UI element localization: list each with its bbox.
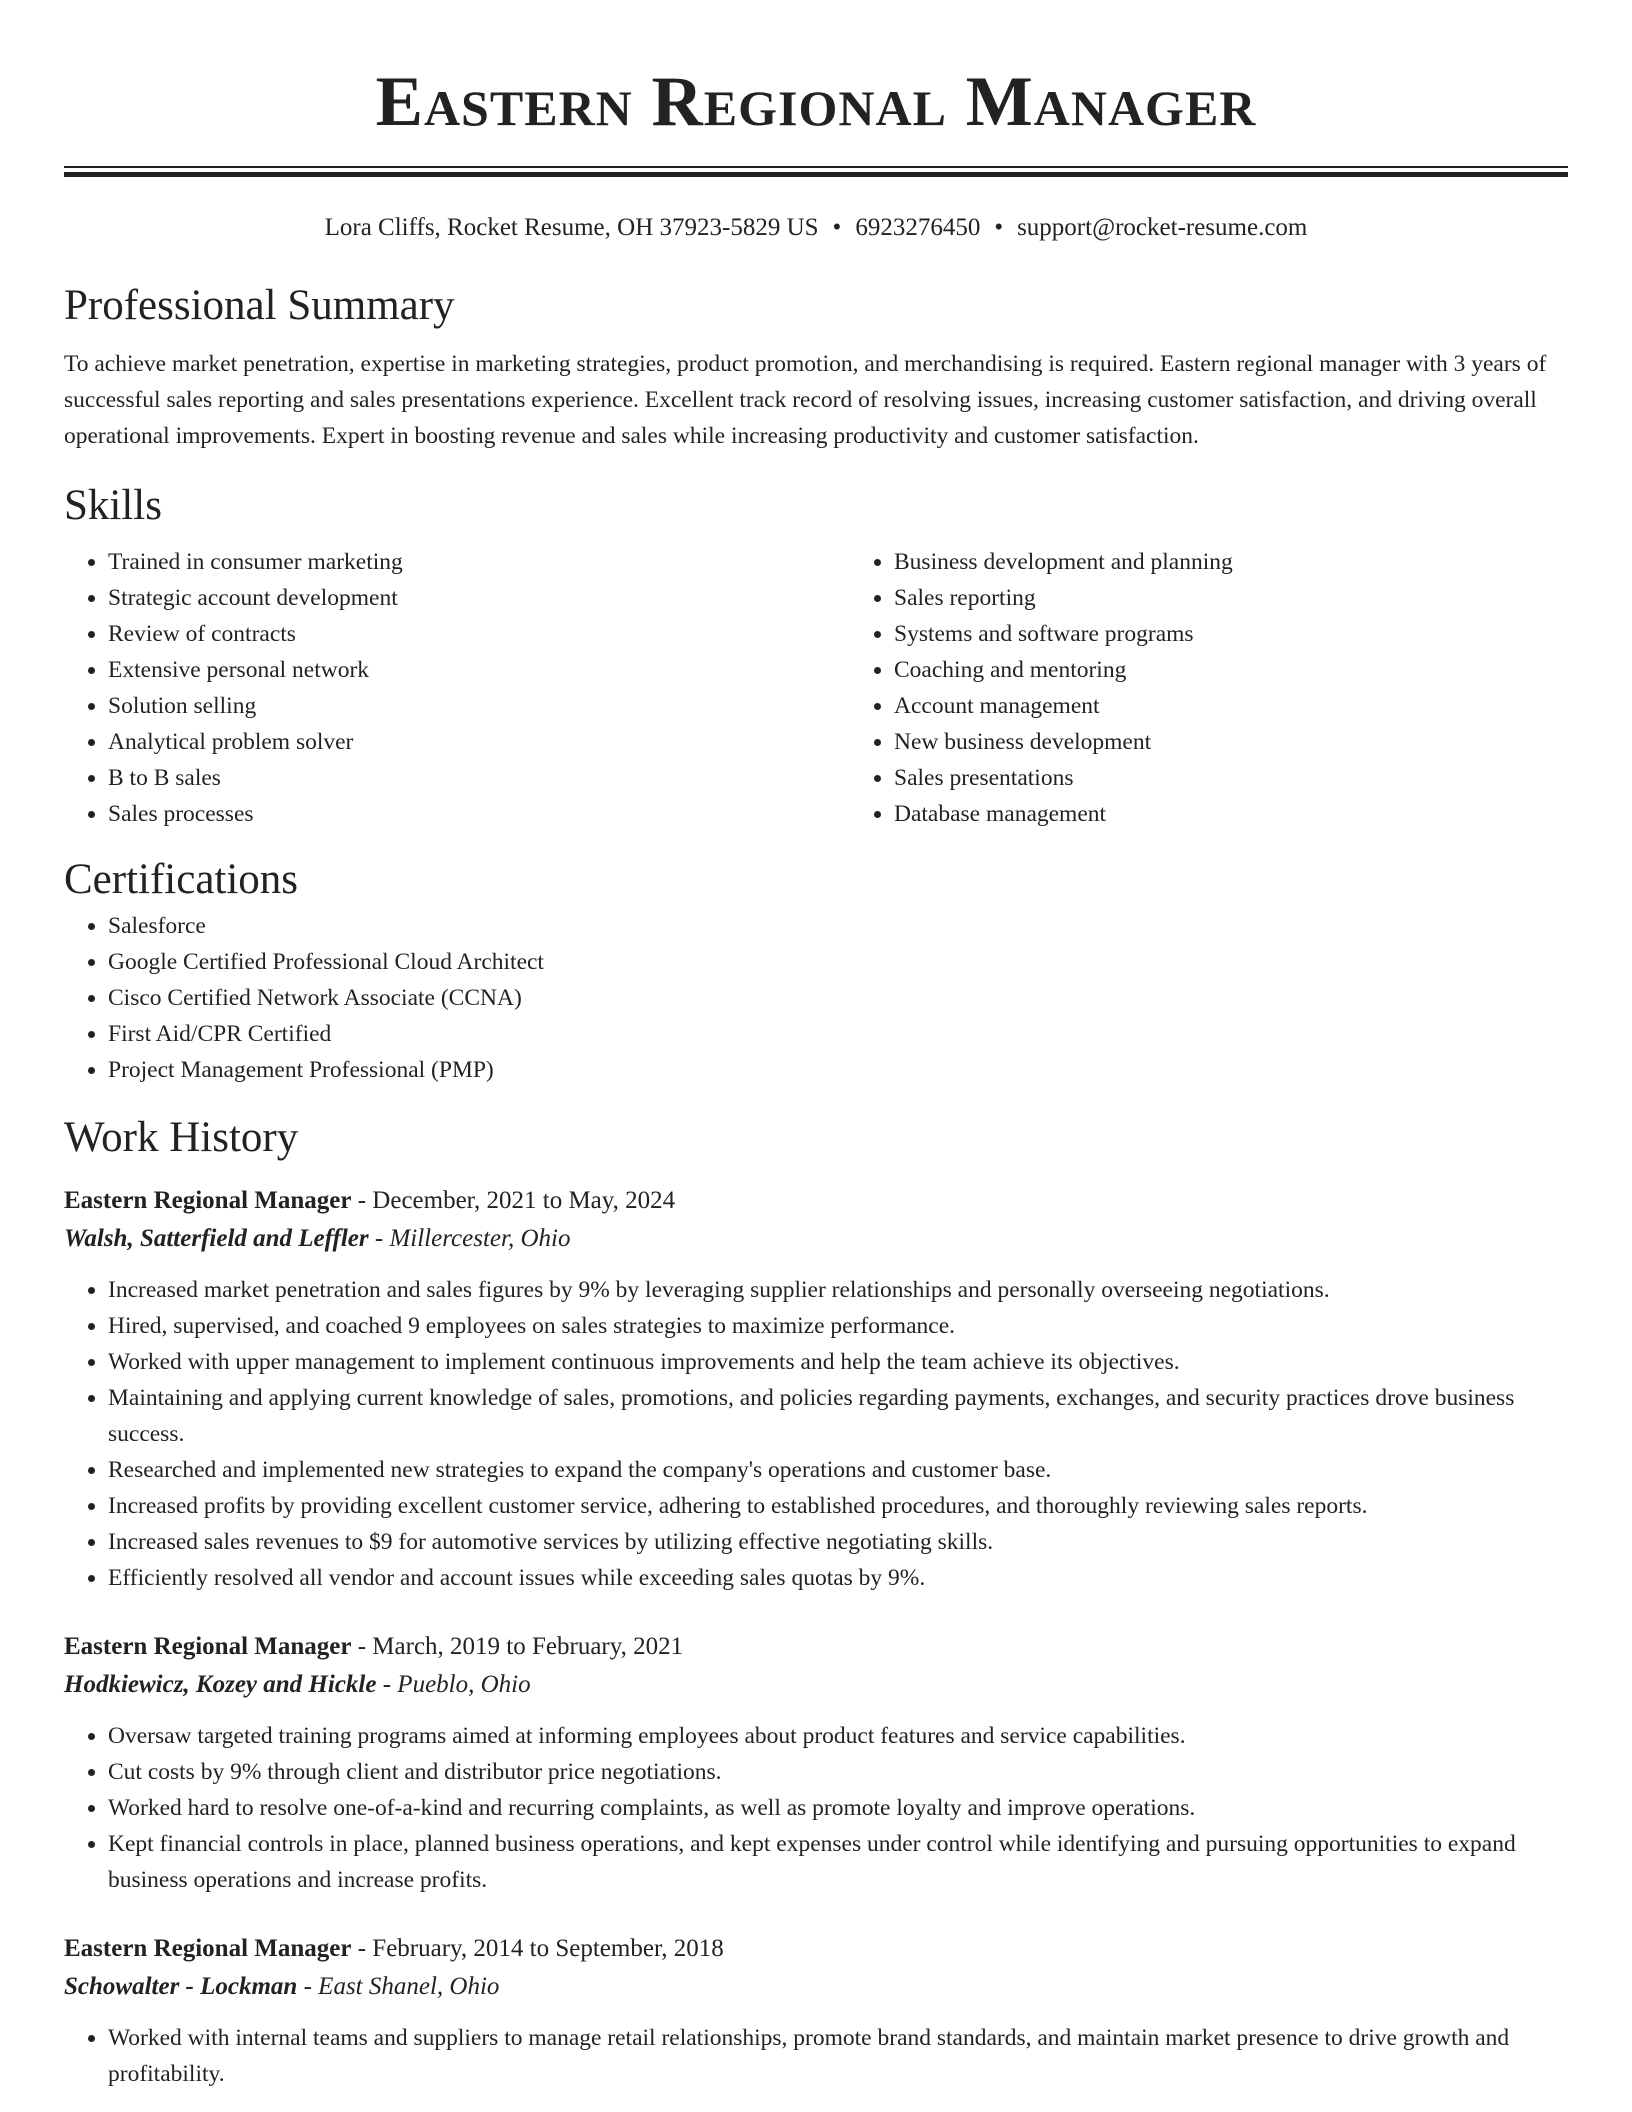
certification-item: • First Aid/CPR Certified <box>108 1016 1568 1052</box>
job-entry <box>64 1628 1568 1898</box>
skills-columns <box>64 544 1568 832</box>
certifications-heading: Certifications <box>64 856 299 903</box>
summary-text: To achieve market penetration, expertise in marketing strategies, product promotion, and merchandising is required. Eastern regional manager with 3 years of successful sales reporting and sales presentations experience. Excellent track record of resolving issues, increasing customer satisfaction, and driving overall operational improvements. Expert in boosting revenue and sales while increasing productivity and customer satisfaction. <box>64 351 1547 449</box>
job-bullet: • Researched and implemented new strategies to expand the company's operations and customer base. <box>108 1452 1568 1488</box>
skill-item: • Extensive personal network <box>108 652 850 688</box>
skill-item: • Strategic account development <box>108 580 850 616</box>
job-bullet: • Worked with internal teams and suppliers to manage retail relationships, promote brand standards, and maintain market presence to drive growth and profitability. <box>108 2020 1568 2092</box>
skill-item: • Sales presentations <box>894 760 1632 796</box>
contact-separator: • <box>994 214 1004 241</box>
resume-title: Eastern Regional Manager <box>375 63 1257 141</box>
job-dates: February, 2014 to September, 2018 <box>372 1935 724 1962</box>
certification-item: • Google Certified Professional Cloud Architect <box>108 944 1568 980</box>
skill-item: • Sales processes <box>108 796 850 832</box>
work-history-heading: Work History <box>64 1114 299 1161</box>
job-entry <box>64 1182 1568 1596</box>
job-entry <box>64 1930 1568 2092</box>
job-company: Hodkiewicz, Kozey and Hickle <box>64 1671 377 1698</box>
certifications-list <box>64 908 1568 1088</box>
job-bullet: • Increased market penetration and sales figures by 9% by leveraging supplier relationships and personally overseeing negotiations. <box>108 1272 1568 1308</box>
job-bullet: • Increased sales revenues to $9 for automotive services by utilizing effective negotiating skills. <box>108 1524 1568 1560</box>
title-divider <box>64 166 1568 178</box>
divider-thin-line <box>64 166 1568 168</box>
job-company: Walsh, Satterfield and Leffler <box>64 1225 369 1252</box>
skill-item: • Sales reporting <box>894 580 1632 616</box>
job-company-line: Schowalter - Lockman - East Shanel, Ohio <box>64 1973 500 2000</box>
job-title: Eastern Regional Manager <box>64 1187 352 1214</box>
skill-item: • Solution selling <box>108 688 850 724</box>
skill-item: • B to B sales <box>108 760 850 796</box>
job-bullet: • Kept financial controls in place, planned business operations, and kept expenses under control while identifying and pursuing opportunities to expand business operations and increase profits. <box>108 1826 1568 1898</box>
skill-item: • Coaching and mentoring <box>894 652 1632 688</box>
job-dates: December, 2021 to May, 2024 <box>372 1187 676 1214</box>
job-title-line: Eastern Regional Manager - December, 2021 to May, 2024 <box>64 1187 676 1214</box>
job-title-line: Eastern Regional Manager - March, 2019 to February, 2021 <box>64 1633 684 1660</box>
job-bullet: • Worked hard to resolve one-of-a-kind and recurring complaints, as well as promote loyalty and improve operations. <box>108 1790 1568 1826</box>
skill-item: • Database management <box>894 796 1632 832</box>
skills-right-list <box>850 544 1632 832</box>
job-bullet: • Cut costs by 9% through client and distributor price negotiations. <box>108 1754 1568 1790</box>
skill-item: • Business development and planning <box>894 544 1632 580</box>
job-title: Eastern Regional Manager <box>64 1935 352 1962</box>
job-bullets <box>64 1272 1568 1596</box>
job-company: Schowalter - Lockman <box>64 1973 298 2000</box>
skill-item: • New business development <box>894 724 1632 760</box>
skill-item: • Trained in consumer marketing <box>108 544 850 580</box>
contact-address: Lora Cliffs, Rocket Resume, OH 37923-5829 US <box>324 214 819 241</box>
job-bullet: • Worked with upper management to implement continuous improvements and help the team achieve its objectives. <box>108 1344 1568 1380</box>
skills-heading: Skills <box>64 482 162 529</box>
skill-item: • Review of contracts <box>108 616 850 652</box>
summary-heading: Professional Summary <box>64 282 455 329</box>
job-location: East Shanel, Ohio <box>318 1973 500 2000</box>
skill-item: • Analytical problem solver <box>108 724 850 760</box>
job-location: Millercester, Ohio <box>389 1225 571 1252</box>
job-bullet: • Efficiently resolved all vendor and account issues while exceeding sales quotas by 9%. <box>108 1560 1568 1596</box>
job-dates: March, 2019 to February, 2021 <box>372 1633 684 1660</box>
job-bullet: • Hired, supervised, and coached 9 employees on sales strategies to maximize performance. <box>108 1308 1568 1344</box>
job-bullet: • Maintaining and applying current knowledge of sales, promotions, and policies regarding payments, exchanges, and security practices drove business success. <box>108 1380 1568 1452</box>
certification-item: • Salesforce <box>108 908 1568 944</box>
skill-item: • Systems and software programs <box>894 616 1632 652</box>
job-title-line: Eastern Regional Manager - February, 2014 to September, 2018 <box>64 1935 724 1962</box>
job-location: Pueblo, Ohio <box>397 1671 531 1698</box>
contact-phone: 6923276450 <box>855 214 981 241</box>
contact-email: support@rocket-resume.com <box>1017 214 1308 241</box>
job-bullets <box>64 1718 1568 1898</box>
certification-item: • Project Management Professional (PMP) <box>108 1052 1568 1088</box>
contact-separator: • <box>832 214 842 241</box>
divider-thick-line <box>64 172 1568 177</box>
job-bullets <box>64 2020 1568 2092</box>
job-bullet: • Increased profits by providing excellent customer service, adhering to established procedures, and thoroughly reviewing sales reports. <box>108 1488 1568 1524</box>
job-bullet: • Oversaw targeted training programs aimed at informing employees about product features and service capabilities. <box>108 1718 1568 1754</box>
skill-item: • Account management <box>894 688 1632 724</box>
job-company-line: Walsh, Satterfield and Leffler - Millercester, Ohio <box>64 1225 571 1252</box>
contact-line <box>64 212 1568 244</box>
job-title: Eastern Regional Manager <box>64 1633 352 1660</box>
certification-item: • Cisco Certified Network Associate (CCNA) <box>108 980 1568 1016</box>
skills-left-list <box>64 544 850 832</box>
job-company-line: Hodkiewicz, Kozey and Hickle - Pueblo, Ohio <box>64 1671 531 1698</box>
